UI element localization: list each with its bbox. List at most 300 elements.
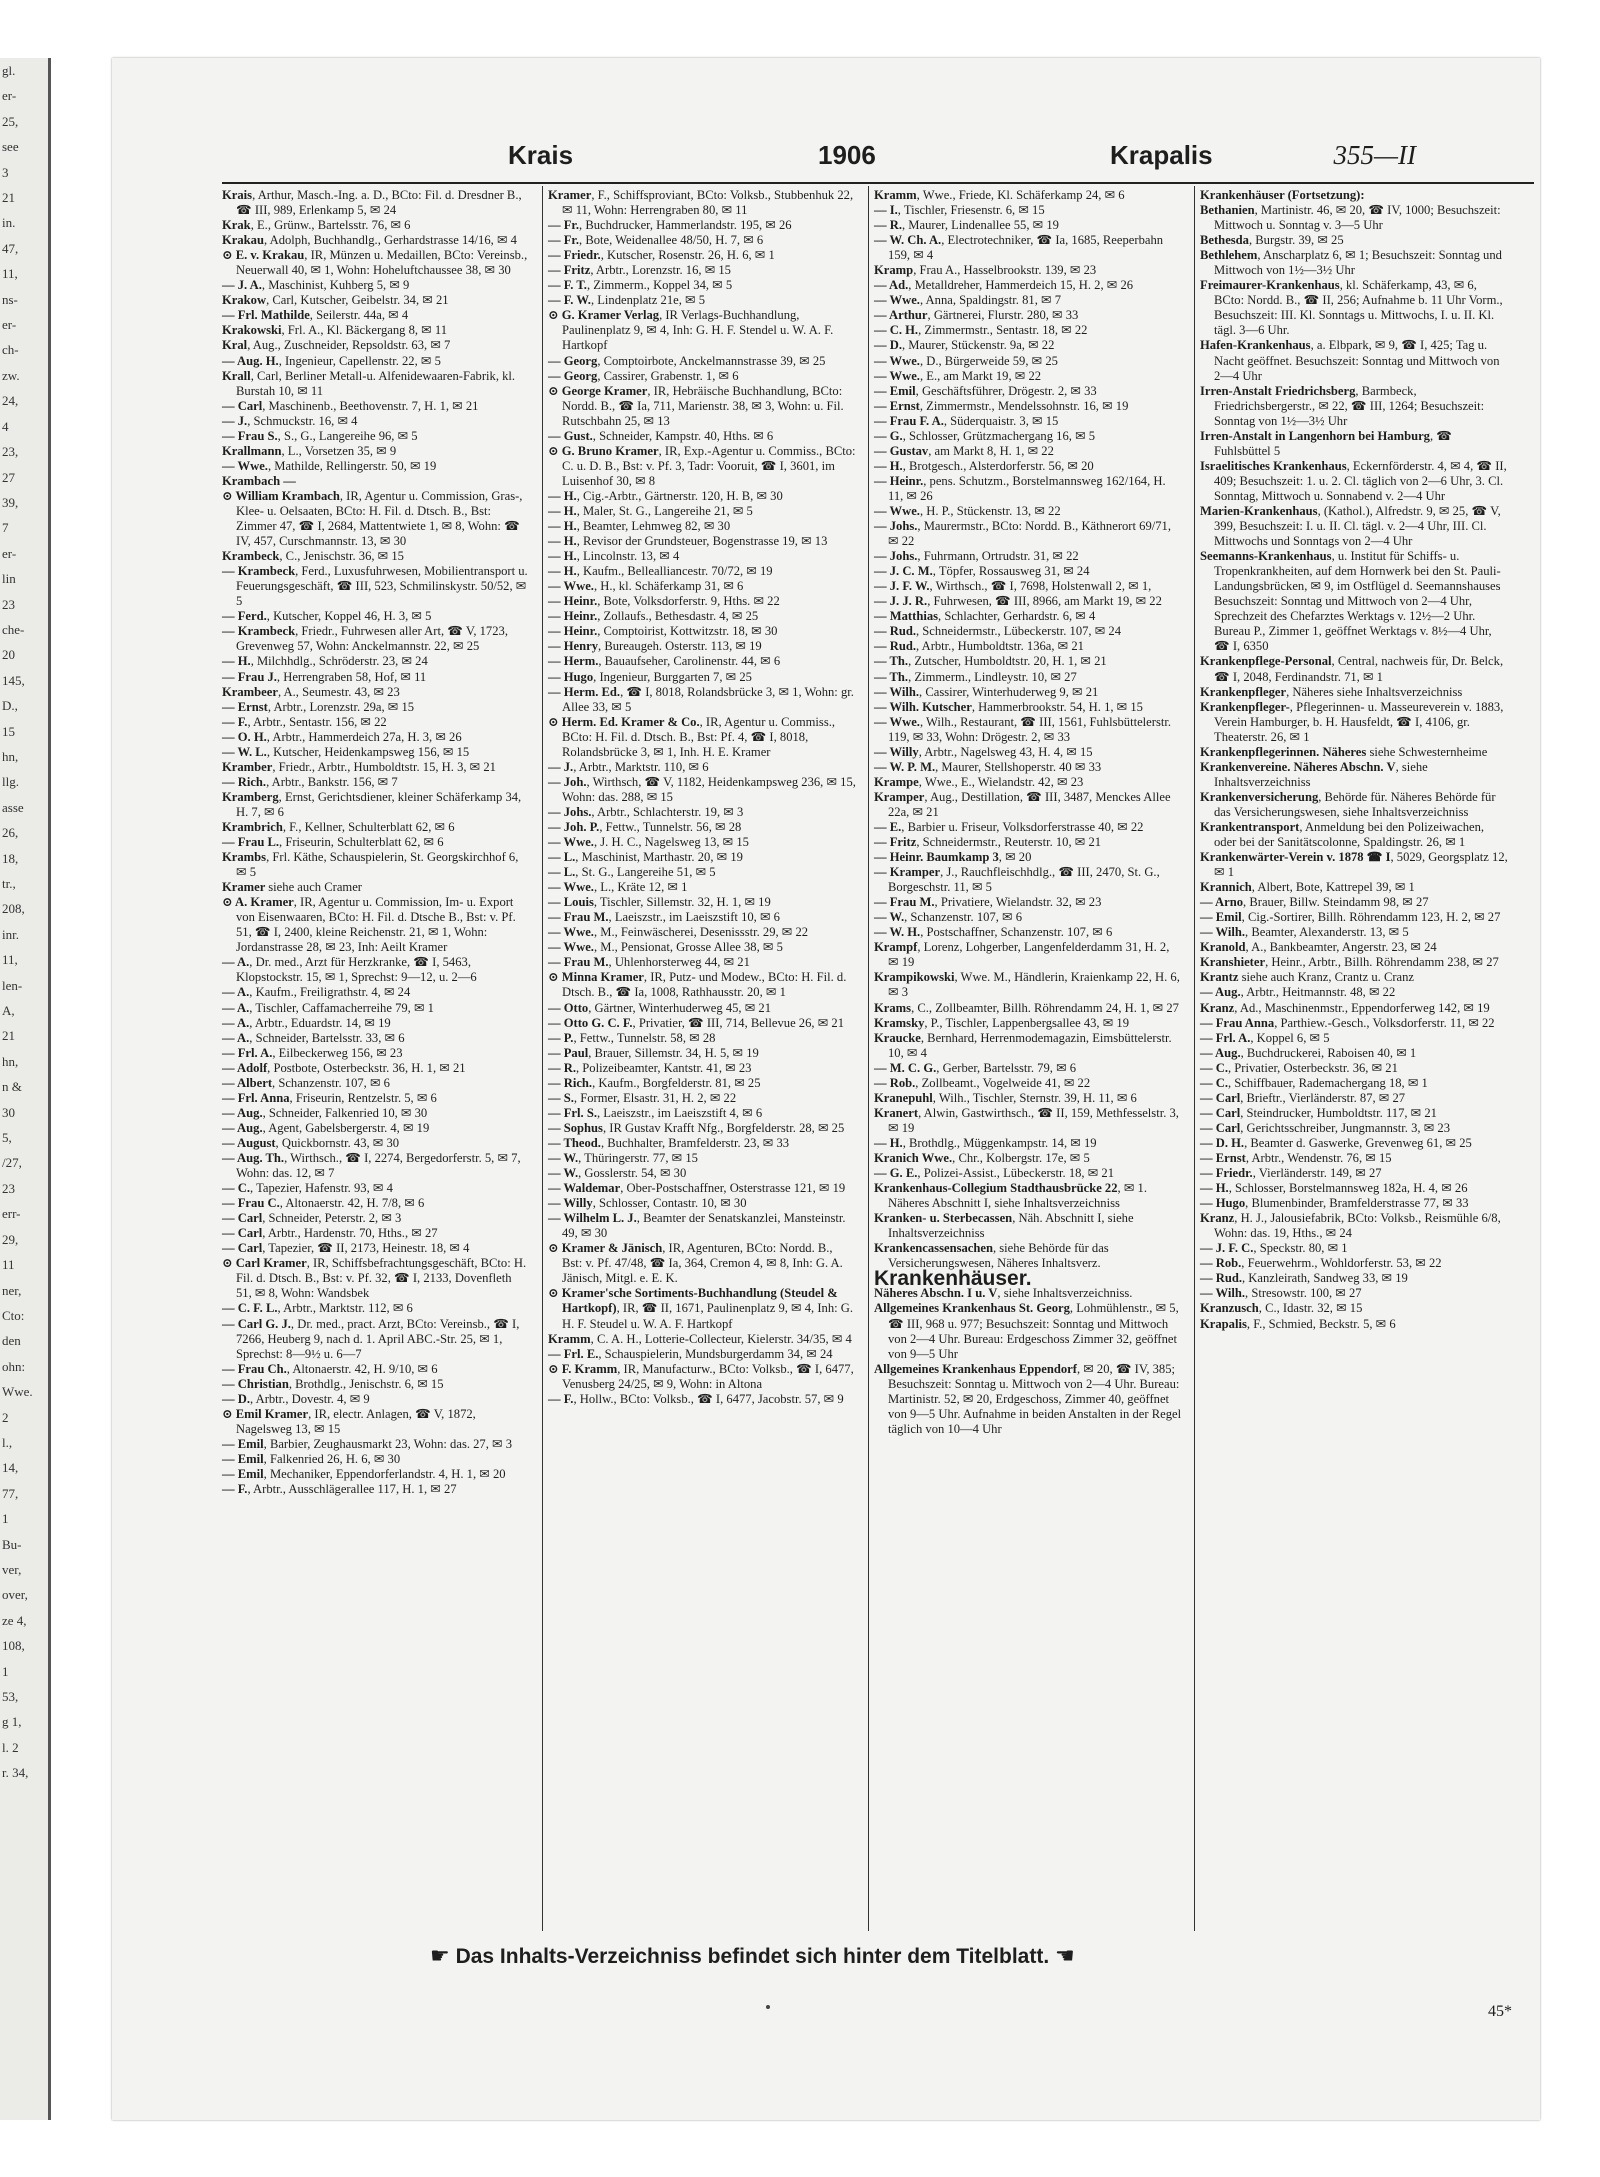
directory-entry: ⊙ Carl Kramer, IR, Schiffsbefrachtungsgeschäft, BCto: H. Fil. d. Dtsch. B., Bst: v. Pf. 32, ☎ I, 2133, Dovenfleth 51, ✉ 8, Wohn: Wandsbek — [222, 1256, 527, 1301]
entry-name: — W. P. M. — [874, 759, 936, 774]
previous-page-fragment: Cto: — [2, 1307, 25, 1323]
directory-entry: — Fr., Buchdrucker, Hammerlandstr. 195, ✉ 26 — [548, 218, 792, 233]
entry-name: — Frl. Anna — [222, 1090, 290, 1105]
entry-name: — Rich. — [548, 1075, 593, 1090]
directory-entry: Krankenwärter-Verein v. 1878 ☎ I, 5029, Georgsplatz 12, ✉ 1 — [1200, 850, 1508, 880]
entry-name: — L. — [548, 865, 576, 880]
directory-entry: Kramp, Frau A., Hasselbrookstr. 139, ✉ 23 — [874, 263, 1097, 278]
directory-entry: Kramber, Friedr., Arbtr., Humboldtstr. 15, H. 3, ✉ 21 — [222, 759, 496, 774]
entry-name: ⊙ Emil Kramer — [222, 1406, 309, 1421]
directory-entry: Bethanien, Martinistr. 46, ✉ 20, ☎ IV, 1000; Besuchszeit: Mittwoch u. Sonntag v. 3—5 Uhr — [1200, 203, 1501, 233]
entry-name: — Aug. H. — [222, 353, 279, 368]
previous-page-fragment: 5, — [2, 1130, 12, 1146]
directory-entry: — Wwe., H., kl. Schäferkamp 31, ✉ 6 — [548, 579, 744, 594]
previous-page-fragment: 4 — [2, 418, 9, 434]
directory-entry: — Herm. Ed., ☎ I, 8018, Rolandsbrücke 3, ✉ 1, Wohn: gr. Allee 33, ✉ 5 — [548, 684, 854, 714]
entry-name: Krankentransport — [1200, 819, 1300, 834]
previous-page-fragment: A, — [2, 1003, 15, 1019]
directory-entry: — Wwe., Mathilde, Rellingerstr. 50, ✉ 19 — [222, 458, 437, 473]
entry-name: Kramsky — [874, 1015, 925, 1030]
entry-name: — Joh. P. — [548, 819, 600, 834]
entry-name: — Louis — [548, 895, 594, 910]
directory-entry: — Frau M., Laeiszstr., im Laeiszstift 10, ✉ 6 — [548, 910, 780, 925]
directory-entry: — Ernst, Zimmermstr., Mendelssohnstr. 16, ✉ 19 — [874, 398, 1129, 413]
entry-name: — W. — [548, 1151, 579, 1165]
entry-name: ⊙ E. v. Krakau — [222, 248, 305, 263]
entry-name: Allgemeines Krankenhaus St. Georg — [874, 1301, 1070, 1316]
directory-entry: Krampf, Lorenz, Lohgerber, Langenfelderdamm 31, H. 2, ✉ 19 — [874, 940, 1170, 970]
previous-page-fragment: 7 — [2, 520, 9, 536]
entry-name: — Sophus — [548, 1120, 603, 1135]
entry-name: — Matthias — [874, 609, 939, 624]
directory-entry: — Wilh. Kutscher, Hammerbrookstr. 54, H. 1, ✉ 15 — [874, 699, 1143, 714]
entry-name: — W. L. — [222, 744, 267, 759]
previous-page-fragment: den — [2, 1333, 21, 1349]
entry-name: — J. J. R. — [874, 594, 928, 609]
entry-name: — Th. — [874, 669, 909, 684]
directory-entry: — Emil, Barbier, Zeughausmarkt 23, Wohn: das. 27, ✉ 3 — [222, 1436, 513, 1451]
previous-page-fragment: see — [2, 139, 19, 155]
directory-entry: ⊙ Herm. Ed. Kramer & Co., IR, Agentur u. Commiss., BCto: H. Fil. d. Dtsch. B., Bst: Pf. 4, ☎ I, 8018, Rolandsbrücke 3, ✉ 1, Inh. H. E. Kramer — [548, 714, 836, 759]
directory-entry: — R., Polizeibeamter, Kantstr. 41, ✉ 23 — [548, 1060, 752, 1075]
entry-name: Krankenwärter-Verein v. 1878 ☎ I — [1200, 850, 1391, 865]
entry-name: — Rob. — [1200, 1256, 1242, 1271]
directory-entry — [222, 474, 530, 489]
directory-entry: — I., Tischler, Friesenstr. 6, ✉ 15 — [874, 203, 1045, 218]
entry-name: — Frau J. — [222, 669, 277, 684]
entry-name: Kramberg — [222, 789, 279, 804]
entry-name: — A. — [222, 1000, 250, 1015]
directory-entry: — Wwe., J. H. C., Nagelsweg 13, ✉ 15 — [548, 835, 749, 850]
directory-entry: — Johs., Maurermstr., BCto: Nordd. B., Käthnerort 69/71, ✉ 22 — [874, 519, 1171, 549]
previous-page-fragment: 11, — [2, 266, 18, 282]
column-divider — [542, 186, 543, 1931]
directory-entry: Krams, C., Zollbeamter, Billh. Röhrendamm 24, H. 1, ✉ 27 — [874, 1000, 1179, 1015]
directory-entry: Kranz, H. J., Jalousiefabrik, BCto: Volksb., Reismühle 6/8, Wohn: das. 19, Hths., ✉ 24 — [1200, 1211, 1501, 1241]
entry-name: Kramber — [222, 759, 273, 774]
directory-entry: Irren-Anstalt in Langenhorn bei Hamburg, ☎ Fuhlsbüttel 5 — [1200, 428, 1452, 458]
entry-name: Krak — [222, 218, 251, 233]
directory-entry: — Wwe., Wilh., Restaurant, ☎ III, 1561, Fuhlsbüttelerstr. 119, ✉ 33, Wohn: Drögestr. 2, ✉ 33 — [874, 714, 1172, 744]
previous-page-fragment: 21 — [2, 1028, 15, 1044]
directory-entry: Krannich, Albert, Bote, Kattrepel 39, ✉ 1 — [1200, 880, 1415, 895]
directory-entry: Hafen-Krankenhaus, a. Elbpark, ✉ 9, ☎ I, 425; Tag u. Nacht geöffnet. Besuchszeit: Sonntag und Mittwoch von 2—4 Uhr — [1200, 338, 1500, 383]
directory-entry: — H., Maler, St. G., Langereihe 21, ✉ 5 — [548, 503, 753, 518]
directory-entry: — Carl, Schneider, Peterstr. 2, ✉ 3 — [222, 1211, 402, 1226]
entry-name: — Frau Anna — [1200, 1015, 1275, 1030]
directory-entry: Kranken- u. Sterbecassen, Näh. Abschnitt I, siehe Inhaltsverzeichniss — [874, 1211, 1134, 1241]
directory-entry: ⊙ G. Bruno Kramer, IR, Exp.-Agentur u. Commiss., BCto: C. u. D. B., Bst: v. Pf. 3, Tadr: Vooruit, ☎ I, 3601, im Luisenhof 30, ✉ 8 — [548, 443, 856, 488]
entry-name: — Ernst — [222, 699, 268, 714]
directory-entry: Kramsky, P., Tischler, Lappenbergsallee 43, ✉ 19 — [874, 1015, 1130, 1030]
previous-page-fragment: 24, — [2, 393, 19, 409]
entry-name: — Frau F. A. — [874, 413, 944, 428]
directory-entry: — Frl. A., Eilbeckerweg 156, ✉ 23 — [222, 1045, 403, 1060]
directory-entry: — Krambeck, Ferd., Luxusfuhrwesen, Mobilientransport u. Feuerungsgeschäft, ☎ III, 523, Schmilinskystr. 50/52, ✉ 5 — [222, 564, 528, 609]
directory-entry: — W. H., Postschaffner, Schanzenstr. 107, ✉ 6 — [874, 925, 1113, 940]
directory-entry: ⊙ Kramer & Jänisch, IR, Agenturen, BCto: Nordd. B., Bst: v. Pf. 47/48, ☎ Ia, 364, Cremon 4, ✉ 8, Inh: G. A. Jänisch, Mitgl. e. E. K. — [548, 1241, 843, 1286]
entry-name: — H. — [548, 564, 577, 579]
entry-name: — Aug. — [1200, 985, 1241, 1000]
directory-column-1 — [222, 188, 530, 1497]
entry-name: — Carl — [222, 1226, 263, 1241]
directory-entry: — H., Brotgesch., Alsterdorferstr. 56, ✉ 20 — [874, 458, 1094, 473]
directory-entry: — W. L., Kutscher, Heidenkampsweg 156, ✉ 15 — [222, 744, 470, 759]
entry-name: — Herm. — [548, 654, 599, 669]
entry-name: Kramp — [874, 263, 914, 278]
entry-name: — Ernst — [1200, 1151, 1246, 1165]
entry-name: Kranz — [1200, 1000, 1235, 1015]
directory-entry: — Adolf, Postbote, Osterbeckstr. 36, H. 1, ✉ 21 — [222, 1060, 466, 1075]
directory-entry: — A., Dr. med., Arzt für Herzkranke, ☎ I, 5463, Klopstockstr. 15, ✉ 1, Sprechst: 9—12, u. 2—6 — [222, 955, 477, 985]
directory-entry: Marien-Krankenhaus, (Kathol.), Alfredstr. 9, ✉ 25, ☎ V, 399, Besuchszeit: I. u. II. Cl. tägl. v. 2—4 Uhr, III. Cl. Mittwochs und Sonntags von 2—4 Uhr — [1200, 503, 1501, 549]
directory-entry: — Wwe., D., Bürgerweide 59, ✉ 25 — [874, 353, 1058, 368]
pointing-hand-left-icon: ☚ — [1055, 1943, 1075, 1968]
entry-name: — J. — [548, 759, 574, 774]
previous-page-fragment: 15 — [2, 723, 15, 739]
scan-background-top — [0, 0, 1600, 58]
entry-name: — Frau M. — [548, 910, 609, 925]
print-dot — [766, 2005, 770, 2009]
entry-name: — Johs. — [548, 804, 592, 819]
scan-background-right — [1540, 0, 1600, 2177]
entry-name: — Wilh. Kutscher — [874, 699, 972, 714]
entry-name: Allgemeines Krankenhaus Eppendorf — [874, 1361, 1077, 1376]
directory-entry: Kranert, Alwin, Gastwirthsch., ☎ II, 159, Methfesselstr. 3, ✉ 19 — [874, 1105, 1179, 1135]
directory-entry: Kranshieter, Heinr., Arbtr., Billh. Röhrendamm 238, ✉ 27 — [1200, 955, 1499, 970]
entry-name: — Carl — [1200, 1090, 1241, 1105]
entry-name: — Heinr. — [548, 594, 598, 609]
directory-entry: — S., Former, Elsastr. 31, H. 2, ✉ 22 — [548, 1090, 737, 1105]
directory-entry: — Carl, Brieftr., Vierländerstr. 87, ✉ 27 — [1200, 1090, 1406, 1105]
entry-name: Kranich Wwe. — [874, 1151, 953, 1165]
entry-name: Seemanns-Krankenhaus — [1200, 549, 1332, 564]
entry-name: — Fritz — [548, 263, 591, 278]
entry-name: — Friedr. — [1200, 1166, 1253, 1181]
entry-name: ⊙ William Krambach — [222, 488, 340, 503]
previous-page-fragment: ver, — [2, 1561, 22, 1577]
directory-entry: — O. H., Arbtr., Hammerdeich 27a, H. 3, ✉ 26 — [222, 729, 462, 744]
directory-entry: — Willy, Arbtr., Nagelsweg 43, H. 4, ✉ 15 — [874, 744, 1093, 759]
directory-entry: — Sophus, IR Gustav Krafft Nfg., Borgfelderstr. 28, ✉ 25 — [548, 1120, 845, 1135]
directory-entry: — J. J. R., Fuhrwesen, ☎ III, 8966, am Markt 19, ✉ 22 — [874, 594, 1162, 609]
directory-entry: — A., Schneider, Bartelsstr. 33, ✉ 6 — [222, 1030, 405, 1045]
directory-entry: Krakowski, Frl. A., Kl. Bäckergang 8, ✉ 11 — [222, 323, 447, 338]
entry-name: Kranzusch — [1200, 1301, 1259, 1316]
entry-name: — Willy — [874, 744, 919, 759]
entry-name: — Heinr. — [548, 609, 598, 624]
entry-name: — H. — [548, 503, 577, 518]
entry-name: — W. H. — [874, 925, 921, 940]
header-year: 1906 — [818, 140, 876, 170]
entry-name: Freimaurer-Krankenhaus — [1200, 278, 1340, 293]
directory-entry: Kramer, F., Schiffsproviant, BCto: Volksb., Stubbenhuk 22, ✉ 11, Wohn: Herrengraben 80, ✉ 11 — [548, 188, 854, 218]
entry-name: — Fritz — [874, 835, 917, 850]
directory-entry: — H., Lincolnstr. 13, ✉ 4 — [548, 549, 680, 564]
directory-entry: — H., Milchhdlg., Schröderstr. 23, ✉ 24 — [222, 654, 428, 669]
entry-name: — Frl. A. — [222, 1045, 273, 1060]
directory-entry: — F., Arbtr., Sentastr. 156, ✉ 22 — [222, 714, 387, 729]
previous-page-fragment: llg. — [2, 774, 19, 790]
entry-name: — H. — [548, 519, 577, 534]
directory-entry: — W., Thüringerstr. 77, ✉ 15 — [548, 1151, 698, 1165]
directory-entry: — Rud., Schneidermstr., Lübeckerstr. 107, ✉ 24 — [874, 624, 1122, 639]
entry-name: — Henry — [548, 639, 599, 654]
directory-entry: — Friedr., Vierländerstr. 149, ✉ 27 — [1200, 1166, 1382, 1181]
entry-name: — Wilh. — [874, 684, 920, 699]
directory-entry: — Rich., Kaufm., Borgfelderstr. 81, ✉ 25 — [548, 1075, 761, 1090]
entry-name: — Georg — [548, 353, 598, 368]
previous-page-fragment: n & — [2, 1079, 22, 1095]
previous-page-fragment: D., — [2, 698, 18, 714]
directory-entry: — Carl, Steindrucker, Humboldtstr. 117, ✉ 21 — [1200, 1105, 1437, 1120]
directory-entry: — J. F. W., Wirthsch., ☎ I, 7698, Holstenwall 2, ✉ 1, — [874, 579, 1152, 594]
directory-entry: Kramer siehe auch Cramer — [222, 880, 362, 895]
directory-entry: Kranich Wwe., Chr., Kolbergstr. 17e, ✉ 5 — [874, 1151, 1090, 1165]
entry-name: Krankenhaus-Collegium Stadthausbrücke 22 — [874, 1181, 1118, 1196]
directory-entry: — Wwe., Anna, Spaldingstr. 81, ✉ 7 — [874, 293, 1061, 308]
entry-name: Krambs — [222, 850, 267, 865]
directory-entry: Kraucke, Bernhard, Herrenmodemagazin, Eimsbüttelerstr. 10, ✉ 4 — [874, 1030, 1172, 1060]
directory-entry: — August, Quickbornstr. 43, ✉ 30 — [222, 1135, 400, 1150]
entry-name: Krankenversicherung — [1200, 789, 1319, 804]
entry-name: — Fr. — [548, 233, 580, 248]
directory-entry: — J., Arbtr., Marktstr. 110, ✉ 6 — [548, 759, 709, 774]
entry-name: Hafen-Krankenhaus — [1200, 338, 1311, 353]
entry-name: — Rich. — [222, 774, 267, 789]
directory-entry: ⊙ George Kramer, IR, Hebräische Buchhandlung, BCto: Nordd. B., ☎ Ia, 711, Marienstr. 38, ✉ 3, Wohn: u. Fil. Rutschbahn 25, ✉ 13 — [548, 383, 844, 428]
entry-name: — Wwe. — [874, 503, 920, 518]
directory-entry: — Arthur, Gärtnerei, Flurstr. 280, ✉ 33 — [874, 308, 1079, 323]
page-header — [230, 140, 1416, 180]
previous-page-fragment: err- — [2, 1206, 21, 1222]
entry-name: Näheres Abschn. I u. V — [874, 1286, 998, 1301]
entry-name: — Carl G. J. — [222, 1316, 291, 1331]
directory-entry: — Emil, Mechaniker, Eppendorferlandstr. 4, H. 1, ✉ 20 — [222, 1466, 506, 1481]
directory-entry: — Heinr., Zollaufs., Bethesdastr. 4, ✉ 25 — [548, 609, 759, 624]
entry-name: — Wwe. — [548, 940, 594, 955]
entry-name: — Rob. — [874, 1075, 916, 1090]
directory-entry: Krantz siehe auch Kranz, Crantz u. Cranz — [1200, 970, 1415, 985]
previous-page-fragment: 26, — [2, 825, 19, 841]
entry-name: — Th. — [874, 654, 909, 669]
entry-name: ⊙ Carl Kramer — [222, 1256, 307, 1271]
entry-name: — Heinr. Baumkamp 3 — [874, 850, 999, 865]
entry-name: Krankenpflege-Personal — [1200, 654, 1332, 669]
directory-entry: — Ferd., Kutscher, Koppel 46, H. 3, ✉ 5 — [222, 609, 432, 624]
entry-name: Irren-Anstalt in Langenhorn bei Hamburg — [1200, 428, 1430, 443]
entry-name: — Rud. — [874, 624, 916, 639]
entry-name: — Carl — [1200, 1120, 1241, 1135]
entry-name: — A. — [222, 985, 250, 1000]
directory-entry: — Frau C., Altonaerstr. 42, H. 7/8, ✉ 6 — [222, 1196, 425, 1211]
directory-entry: — C., Schiffbauer, Rademachergang 18, ✉ 1 — [1200, 1075, 1428, 1090]
directory-entry: — Carl, Maschinenb., Beethovenstr. 7, H. 1, ✉ 21 — [222, 398, 479, 413]
directory-entry: Krankenvereine. Näheres Abschn. V, siehe Inhaltsverzeichniss — [1200, 759, 1428, 789]
directory-entry: — Christian, Brothdlg., Jenischstr. 6, ✉ 15 — [222, 1376, 444, 1391]
entry-name: — Wwe. — [548, 880, 594, 895]
directory-entry: — Frau L., Friseurin, Schulterblatt 62, ✉ 6 — [222, 835, 444, 850]
entry-name: — W. — [548, 1166, 579, 1181]
directory-entry: — A., Kaufm., Freiligrathstr. 4, ✉ 24 — [222, 985, 411, 1000]
directory-entry: Kranz, Ad., Maschinenmstr., Eppendorferweg 142, ✉ 19 — [1200, 1000, 1490, 1015]
scan-background-bottom — [0, 2120, 1600, 2177]
entry-name: Krankenhäuser (Fortsetzung): — [1200, 188, 1365, 202]
directory-entry: — Friedr., Kutscher, Rosenstr. 26, H. 6, ✉ 1 — [548, 248, 775, 263]
directory-entry: — H., Kaufm., Bellealliancestr. 70/72, ✉ 19 — [548, 564, 773, 579]
entry-name: — Frl. S. — [548, 1105, 597, 1120]
entry-name: — C. H. — [874, 323, 919, 338]
entry-name: Krakowski — [222, 323, 282, 338]
page-signature: 45* — [1488, 2003, 1512, 2020]
directory-entry: — Rud., Kanzleirath, Sandweg 33, ✉ 19 — [1200, 1271, 1408, 1286]
entry-name: — Rud. — [1200, 1271, 1242, 1286]
previous-page-fragment: over, — [2, 1587, 28, 1603]
directory-entry: — Louis, Tischler, Sillemstr. 32, H. 1, ✉ 19 — [548, 895, 771, 910]
directory-entry: — H., Beamter, Lehmweg 82, ✉ 30 — [548, 519, 731, 534]
previous-page-fragment: ns- — [2, 291, 18, 307]
previous-page-fragment: 18, — [2, 850, 19, 866]
entry-name: Kramper — [874, 789, 925, 804]
entry-name: — G. E. — [874, 1166, 918, 1181]
previous-page-fragment: 77, — [2, 1485, 19, 1501]
directory-entry: — A., Arbtr., Eduardstr. 14, ✉ 19 — [222, 1015, 391, 1030]
entry-name: — F. W. — [548, 293, 591, 308]
entry-name: — Carl — [222, 398, 263, 413]
entry-name: ⊙ G. Bruno Kramer — [548, 443, 659, 458]
entry-name: — Wwe. — [548, 579, 594, 594]
previous-page-fragment: 29, — [2, 1231, 19, 1247]
entry-name: — W. — [874, 910, 905, 925]
directory-entry: Krambrich, F., Kellner, Schulterblatt 62, ✉ 6 — [222, 819, 455, 834]
entry-name: — C. — [1200, 1075, 1228, 1090]
entry-name: Kranken- u. Sterbecassen — [874, 1211, 1013, 1226]
directory-entry: Krak, E., Grünw., Bartelsstr. 76, ✉ 6 — [222, 218, 411, 233]
entry-name: — Wwe. — [874, 353, 920, 368]
entry-name: Kramer — [222, 880, 269, 895]
entry-name: — Waldemar — [548, 1181, 621, 1196]
directory-entry: — D. H., Beamter d. Gaswerke, Grevenweg 61, ✉ 25 — [1200, 1135, 1472, 1150]
previous-page-fragment: 1 — [2, 1511, 9, 1527]
directory-entry: — Wwe., M., Pensionat, Grosse Allee 38, ✉ 5 — [548, 940, 783, 955]
entry-name: — August — [222, 1135, 276, 1150]
previous-page-fragment: er- — [2, 545, 17, 561]
entry-name: — Herm. Ed. — [548, 684, 621, 699]
entry-name: — Theod. — [548, 1135, 601, 1150]
entry-name: — H. — [548, 549, 577, 564]
directory-entry: — Rich., Arbtr., Bankstr. 156, ✉ 7 — [222, 774, 398, 789]
entry-name: — Arno — [1200, 895, 1244, 910]
entry-name: — Johs. — [874, 519, 918, 534]
entry-name: — Paul — [548, 1045, 589, 1060]
directory-entry: Krais, Arthur, Masch.-Ing. a. D., BCto: Fil. d. Dresdner B., ☎ III, 989, Erlenkamp 5, ✉ 24 — [222, 188, 522, 218]
directory-entry: — J., Schmuckstr. 16, ✉ 4 — [222, 413, 358, 428]
entry-name: Kramm — [874, 188, 917, 202]
directory-entry: Krakau, Adolph, Buchhandlg., Gerhardstrasse 14/16, ✉ 4 — [222, 233, 517, 248]
previous-page-fragment: Wwe. — [2, 1384, 33, 1400]
entry-name: ⊙ G. Kramer Verlag — [548, 308, 660, 323]
entry-name: — Albert — [222, 1075, 273, 1090]
entry-name: — Carl — [1200, 1105, 1241, 1120]
previous-page-fragment: er- — [2, 88, 17, 104]
entry-name: ⊙ F. Kramm — [548, 1361, 618, 1376]
entry-name: — Hugo — [1200, 1196, 1246, 1211]
directory-entry: — Willy, Schlosser, Contastr. 10, ✉ 30 — [548, 1196, 747, 1211]
entry-name: Krantz — [1200, 970, 1242, 985]
entry-name: ⊙ Kramer'sche Sortiments-Buchhandlung (Steudel & Hartkopf) — [548, 1286, 838, 1316]
directory-entry: — Aug. H., Ingenieur, Capellenstr. 22, ✉ 5 — [222, 353, 441, 368]
entry-name: — Frl. A. — [1200, 1030, 1251, 1045]
directory-entry: — C. H., Zimmermstr., Sentastr. 18, ✉ 22 — [874, 323, 1088, 338]
directory-entry: ⊙ Kramer'sche Sortiments-Buchhandlung (Steudel & Hartkopf), IR, ☎ II, 1671, Paulinenplatz 9, ✉ 4, Inh: G. H. F. Steudel u. W. A. F. Hartkopf — [548, 1286, 854, 1331]
column-divider — [868, 186, 869, 1931]
directory-column-2 — [548, 188, 856, 1407]
entry-name: — C. — [222, 1181, 250, 1196]
directory-entry: Kranepuhl, Wilh., Tischler, Sternstr. 39, H. 11, ✉ 6 — [874, 1090, 1137, 1105]
entry-name: Krannich — [1200, 880, 1252, 895]
previous-page-fragment: asse — [2, 799, 24, 815]
previous-page-fragment: che- — [2, 621, 25, 637]
entry-name: — Gust. — [548, 428, 593, 443]
directory-entry: — C., Tapezier, Hafenstr. 93, ✉ 4 — [222, 1181, 393, 1196]
entry-name: — I. — [874, 203, 898, 218]
entry-name: — Heinr. — [548, 624, 598, 639]
entry-name: — J. — [222, 413, 248, 428]
directory-entry: Krankenpfleger-, Pflegerinnen- u. Masseureverein v. 1883, Verein Hamburger, b. H. Hausfeldt, ☎ I, 4106, gr. Theaterstr. 26, ✉ 1 — [1200, 699, 1504, 744]
directory-entry: — Wwe., L., Kräte 12, ✉ 1 — [548, 880, 688, 895]
entry-name: — H. — [1200, 1181, 1229, 1196]
directory-entry: — Heinr. Baumkamp 3, ✉ 20 — [874, 850, 1032, 865]
entry-name: — L. — [548, 850, 576, 865]
entry-name: — Fr. — [548, 218, 580, 233]
previous-page-fragment: in. — [2, 215, 16, 231]
directory-entry: — Carl, Tapezier, ☎ II, 2173, Heinestr. 18, ✉ 4 — [222, 1241, 470, 1256]
directory-entry: Allgemeines Krankenhaus St. Georg, Lohmühlenstr., ✉ 5, ☎ III, 968 u. 977; Besuchszeit: Sonntag und Mittwoch von 2—4 Uhr. Bureau: Erdgeschoss Zimmer 32, geöffnet von 9—5 Uhr — [874, 1301, 1179, 1361]
directory-entry: — Joh., Wirthsch, ☎ V, 1182, Heidenkampsweg 236, ✉ 15, Wohn: das. 288, ✉ 15 — [548, 774, 856, 804]
directory-entry: — Frl. A., Koppel 6, ✉ 5 — [1200, 1030, 1330, 1045]
directory-entry: — Fritz, Schneidermstr., Reuterstr. 10, ✉ 21 — [874, 835, 1102, 850]
entry-name: — Wwe. — [874, 293, 920, 308]
previous-page-fragment: ner, — [2, 1282, 22, 1298]
entry-name: — Frau L. — [222, 835, 280, 850]
header-rule — [222, 182, 1534, 184]
entry-name: — C. F. L. — [222, 1301, 278, 1316]
directory-entry: — Rob., Feuerwehrm., Wohldorferstr. 53, ✉ 22 — [1200, 1256, 1442, 1271]
directory-entry: Kramm, Wwe., Friede, Kl. Schäferkamp 24, ✉ 6 — [874, 188, 1125, 202]
entry-name: — F. T. — [548, 278, 587, 293]
directory-entry: — Th., Zimmerm., Lindleystr. 10, ✉ 27 — [874, 669, 1077, 684]
directory-entry: — Frau Anna, Parthiew.-Gesch., Volksdorferstr. 11, ✉ 22 — [1200, 1015, 1495, 1030]
entry-name: — Wwe. — [874, 714, 920, 729]
previous-page-fragment: r. 34, — [2, 1765, 29, 1781]
directory-entry: Krampikowski, Wwe. M., Händlerin, Kraienkamp 22, H. 6, ✉ 3 — [874, 970, 1180, 1000]
entry-name: Krais — [222, 188, 253, 202]
entry-name: — Hugo — [548, 669, 594, 684]
entry-name: — Aug. — [222, 1105, 263, 1120]
entry-name: Israelitisches Krankenhaus — [1200, 458, 1347, 473]
entry-name: ⊙ Minna Kramer — [548, 970, 644, 985]
directory-entry: — Johs., Fuhrmann, Ortrudstr. 31, ✉ 22 — [874, 549, 1079, 564]
entry-name: — Kramper — [874, 865, 941, 880]
directory-entry: — Wilhelm L. J., Beamter der Senatskanzlei, Mansteinstr. 49, ✉ 30 — [548, 1211, 846, 1241]
directory-entry: — Emil, Falkenried 26, H. 6, ✉ 30 — [222, 1451, 401, 1466]
directory-column-3 — [874, 188, 1182, 1437]
directory-entry: — Frau S., S., G., Langereihe 96, ✉ 5 — [222, 428, 418, 443]
previous-page-fragment: 23, — [2, 444, 19, 460]
directory-entry: Krankenversicherung, Behörde für. Näheres Behörde für das Versicherungswesen, siehe Inhaltsverzeichniss — [1200, 789, 1496, 819]
directory-entry: Krampe, Wwe., E., Wielandstr. 42, ✉ 23 — [874, 774, 1084, 789]
directory-entry: — F., Hollw., BCto: Volksb., ☎ I, 6477, Jacobstr. 57, ✉ 9 — [548, 1391, 844, 1406]
